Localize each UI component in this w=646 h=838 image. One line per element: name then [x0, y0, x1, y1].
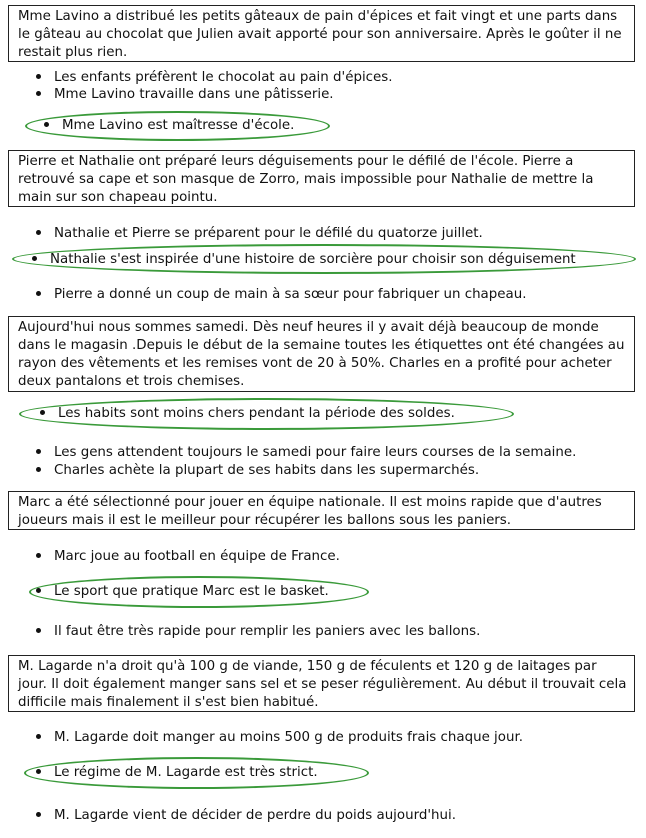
option-text: Charles achète la plupart de ses habits dans les supermarchés.	[54, 463, 480, 478]
passage-box-3	[8, 316, 635, 392]
bullet-icon	[36, 734, 41, 739]
option-text: Le sport que pratique Marc est le basket.	[54, 584, 329, 599]
option-5-2[interactable]	[36, 764, 318, 782]
option-text: Nathalie s'est inspirée d'une histoire de sorcière pour choisir son déguisement	[50, 252, 576, 267]
option-text: M. Lagarde doit manger au moins 500 g de produits frais chaque jour.	[54, 730, 523, 745]
bullet-icon	[36, 588, 41, 593]
passage-box-1	[8, 5, 635, 62]
option-text: Il faut être très rapide pour remplir les paniers avec les ballons.	[54, 624, 481, 639]
option-text: Mme Lavino est maîtresse d'école.	[62, 118, 295, 133]
option-2-3[interactable]	[36, 286, 526, 304]
option-text: Pierre a donné un coup de main à sa sœur pour fabriquer un chapeau.	[54, 287, 527, 302]
option-5-1[interactable]	[36, 729, 523, 747]
bullet-icon	[36, 91, 41, 96]
option-5-3[interactable]	[36, 807, 456, 825]
option-text: M. Lagarde vient de décider de perdre du poids aujourd'hui.	[54, 808, 456, 823]
bullet-icon	[36, 291, 41, 296]
passage-text-5: M. Lagarde n'a droit qu'à 100 g de viande, 150 g de féculents et 120 g de laitages par jour. Il doit également manger sans sel et se peser régulièrement. Au début il trouvait cela difficile mais finalement il s'est bien habitué.	[18, 659, 627, 710]
option-text: Les habits sont moins chers pendant la période des soldes.	[58, 406, 455, 421]
option-2-2[interactable]	[32, 251, 576, 269]
passage-box-2	[8, 150, 635, 207]
bullet-icon	[36, 628, 41, 633]
bullet-icon	[36, 449, 41, 454]
bullet-icon	[32, 256, 37, 261]
passage-text-2: Pierre et Nathalie ont préparé leurs déguisements pour le défilé de l'école. Pierre a retrouvé sa cape et son masque de Zorro, mais impossible pour Nathalie de mettre la main sur son chapeau pointu.	[18, 154, 594, 205]
option-3-2[interactable]	[36, 444, 576, 462]
bullet-icon	[36, 467, 41, 472]
option-text: Mme Lavino travaille dans une pâtisserie.	[54, 87, 334, 102]
option-2-1[interactable]	[36, 225, 483, 243]
bullet-icon	[36, 769, 41, 774]
option-3-3[interactable]	[36, 462, 479, 480]
passage-text-4: Marc a été sélectionné pour jouer en équipe nationale. Il est moins rapide que d'autres joueurs mais il est le meilleur pour récupérer les ballons sous les paniers.	[18, 495, 602, 528]
bullet-icon	[36, 230, 41, 235]
option-4-1[interactable]	[36, 548, 340, 566]
passage-box-5	[8, 655, 635, 712]
bullet-icon	[44, 122, 49, 127]
option-text: Les gens attendent toujours le samedi pour faire leurs courses de la semaine.	[54, 445, 577, 460]
option-4-3[interactable]	[36, 623, 480, 641]
passage-text-1: Mme Lavino a distribué les petits gâteaux de pain d'épices et fait vingt et une parts dans le gâteau au chocolat que Julien avait apporté pour son anniversaire. Après le goûter il ne restait plus rien.	[18, 9, 622, 60]
bullet-icon	[36, 553, 41, 558]
bullet-icon	[36, 812, 41, 817]
option-1-2[interactable]	[36, 86, 334, 104]
option-text: Marc joue au football en équipe de France.	[54, 549, 340, 564]
option-text: Nathalie et Pierre se préparent pour le défilé du quatorze juillet.	[54, 226, 483, 241]
passage-text-3: Aujourd'hui nous sommes samedi. Dès neuf heures il y avait déjà beaucoup de monde dans le magasin .Depuis le début de la semaine toutes les étiquettes ont été changées au rayon des vêtements et les remises vont de 20 à 50%. Charles en a profité pour acheter deux pantalons et trois chemises.	[18, 320, 625, 389]
option-1-3[interactable]	[44, 117, 294, 135]
bullet-icon	[40, 410, 45, 415]
option-text: Le régime de M. Lagarde est très strict.	[54, 765, 318, 780]
bullet-icon	[36, 74, 41, 79]
option-1-1[interactable]	[36, 69, 393, 87]
option-4-2[interactable]	[36, 583, 329, 601]
option-text: Les enfants préfèrent le chocolat au pain d'épices.	[54, 70, 393, 85]
passage-box-4	[8, 491, 635, 530]
option-3-1[interactable]	[40, 405, 455, 423]
